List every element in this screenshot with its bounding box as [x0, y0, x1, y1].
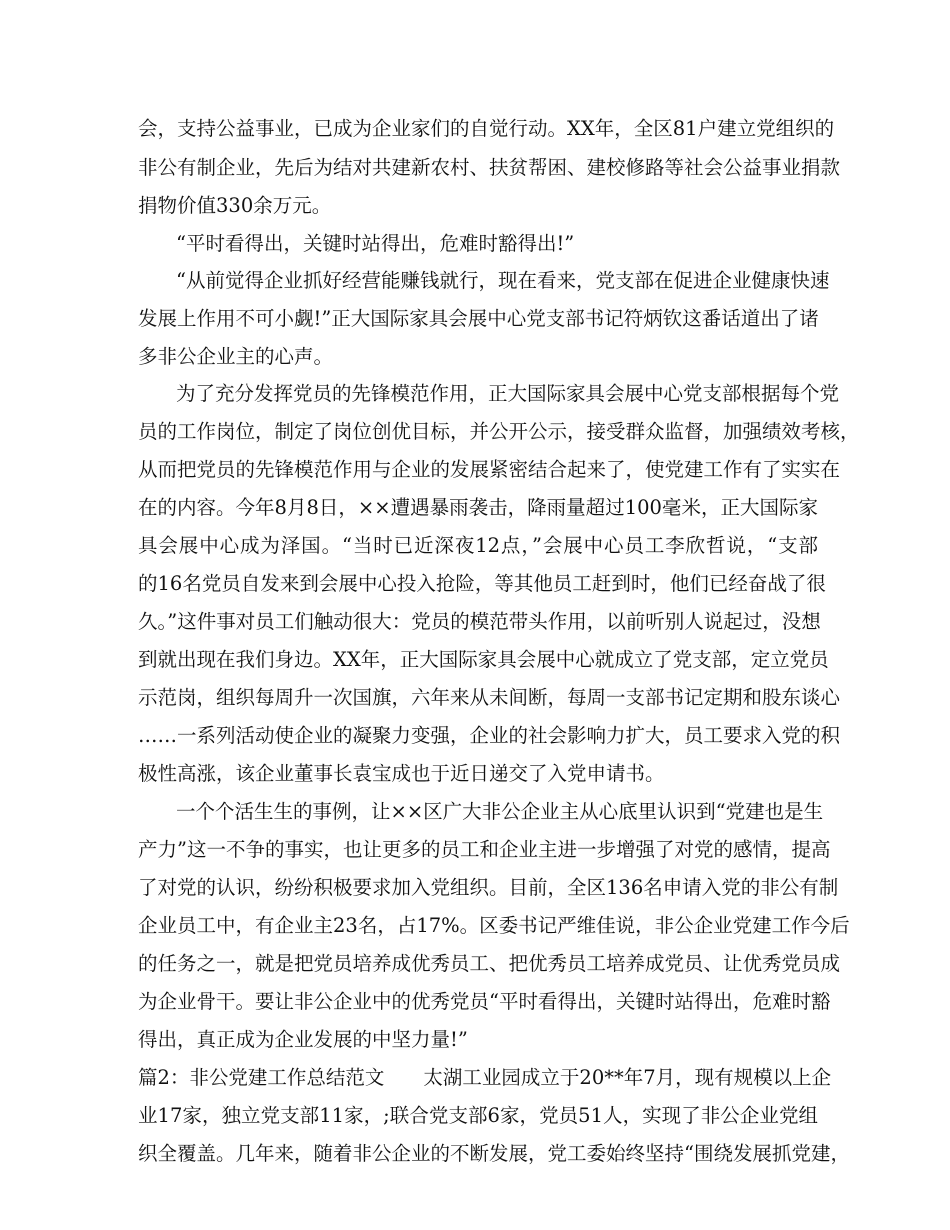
section-heading-line: 篇2：非公党建工作总结范文 太湖工业园成立于20**年7月，现有规模以上企 — [138, 1066, 832, 1089]
text-line-12: 具会展中心成为泽国。“当时已近深夜12点，”会展中心员工李欣哲说，“支部 — [138, 534, 818, 557]
text-line-2: 非公有制企业，先后为结对共建新农村、扶贫帮困、建校修路等社会公益事业捐款 — [138, 156, 841, 179]
text-line-25: 得出，真正成为企业发展的中坚力量!” — [138, 1028, 468, 1051]
text-line-19: 一个个活生生的事例，让××区广大非公企业主从心底里认识到“党建也是生 — [176, 800, 824, 823]
text-line-18: 极性高涨，该企业董事长袁宝成也于近日递交了入党申请书。 — [138, 762, 665, 785]
text-line-5: “从前觉得企业抓好经营能赚钱就行，现在看来，党支部在促进企业健康快速 — [176, 269, 830, 292]
text-line-14: 久。”这件事对员工们触动很大：党员的模范带头作用，以前听别人说起过，没想 — [138, 610, 821, 633]
text-line-7: 多非公企业主的心声。 — [138, 345, 334, 368]
text-line-16: 示范岗，组织每周升一次国旗，六年来从未间断，每周一支部书记定期和股东谈心 — [138, 686, 841, 709]
text-line-28: 织全覆盖。几年来，随着非公企业的不断发展，党工委始终坚持“围绕发展抓党建， — [138, 1142, 850, 1165]
text-line-6: 发展上作用不可小觑!”正大国际家具会展中心党支部书记符炳钦这番话道出了诸 — [138, 307, 819, 330]
text-line-8: 为了充分发挥党员的先锋模范作用，正大国际家具会展中心党支部根据每个党 — [176, 382, 840, 405]
text-line-9: 员的工作岗位，制定了岗位创优目标，并公开公示，接受群众监督，加强绩效考核， — [138, 420, 860, 443]
text-line-11: 在的内容。今年8月8日，××遭遇暴雨袭击，降雨量超过100毫米，正大国际家 — [138, 496, 818, 519]
text-line-27: 业17家，独立党支部11家，;联合党支部6家，党员51人，实现了非公企业党组 — [138, 1104, 818, 1127]
text-line-22: 企业员工中，有企业主23名，占17%。区委书记严维佳说，非公企业党建工作今后 — [138, 914, 850, 937]
text-line-10: 从而把党员的先锋模范作用与企业的发展紧密结合起来了，使党建工作有了实实在 — [138, 458, 841, 481]
text-line-3: 捐物价值330余万元。 — [138, 194, 332, 217]
text-line-15: 到就出现在我们身边。XX年，正大国际家具会展中心就成立了党支部，定立党员 — [138, 648, 829, 671]
text-line-21: 了对党的认识，纷纷积极要求加入党组织。目前，全区136名申请入党的非公有制 — [138, 876, 839, 899]
text-line-17: ……一系列活动使企业的凝聚力变强，企业的社会影响力扩大，员工要求入党的积 — [138, 724, 841, 747]
text-line-24: 为企业骨干。要让非公企业中的优秀党员“平时看得出，关键时站得出，危难时豁 — [138, 990, 831, 1013]
text-line-13: 的16名党员自发来到会展中心投入抢险，等其他员工赶到时，他们已经奋战了很 — [138, 572, 826, 595]
text-line-20: 产力”这一不争的事实，也让更多的员工和企业主进一步增强了对党的感情，提高 — [138, 838, 831, 861]
text-line-23: 的任务之一，就是把党员培养成优秀员工、把优秀员工培养成党员、让优秀党员成 — [138, 952, 841, 975]
quote-line: “平时看得出，关键时站得出，危难时豁得出!” — [176, 232, 575, 255]
text-line-1: 会，支持公益事业，已成为企业家们的自觉行动。XX年，全区81户建立党组织的 — [138, 117, 835, 140]
